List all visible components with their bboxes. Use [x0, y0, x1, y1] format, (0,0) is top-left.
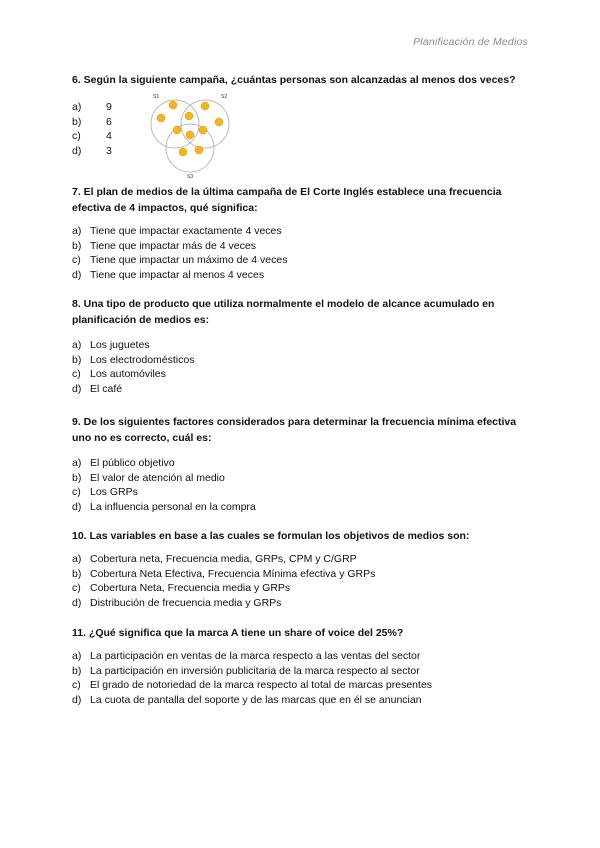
option-b: b) Los electrodomésticos [72, 353, 195, 366]
question-7 [72, 184, 532, 282]
question-11 [72, 625, 532, 707]
option-a: a) Cobertura neta, Frecuencia media, GRPs, CPM y C/GRP [72, 553, 357, 565]
question-title: 8. Una tipo de producto que utiliza normalmente el modelo de alcance acumulado en planificación de medios es: [72, 298, 495, 326]
option-c: c) Tiene que impactar un máximo de 4 veces [72, 254, 288, 267]
venn-label-s3: S3 [187, 174, 194, 180]
option-c: c) 4 [72, 130, 112, 143]
question-6 [72, 72, 532, 158]
option-d: d) La influencia personal en la compra [72, 500, 256, 513]
options-list [72, 338, 532, 396]
venn-people [157, 101, 223, 156]
person-dot [199, 126, 207, 134]
question-9 [72, 414, 532, 514]
option-c: c) Cobertura Neta, Frecuencia media y GRPs [72, 582, 291, 595]
page-header: Planificación de Medios [413, 36, 528, 48]
option-d: d) El café [72, 382, 123, 395]
person-dot [201, 102, 209, 110]
question-8 [72, 296, 532, 396]
option-c: c) Los automóviles [72, 368, 166, 381]
option-b: b) Tiene que impactar más de 4 veces [72, 239, 256, 252]
person-dot [157, 114, 165, 122]
option-b: b) Cobertura Neta Efectiva, Frecuencia Mínima efectiva y GRPs [72, 567, 376, 580]
person-dot [185, 112, 193, 120]
options-list [72, 456, 532, 514]
question-title: 6. Según la siguiente campaña, ¿cuántas personas son alcanzadas al menos dos veces? [72, 74, 516, 86]
option-d: d) 3 [72, 144, 112, 157]
options-list [72, 649, 532, 707]
option-d: d) Distribución de frecuencia media y GRPs [72, 596, 282, 609]
question-10 [72, 528, 532, 610]
options-list [72, 552, 532, 610]
option-b: b) El valor de atención al medio [72, 471, 225, 484]
option-a: a) Tiene que impactar exactamente 4 veces [72, 225, 282, 237]
option-a: a) El público objetivo [72, 457, 175, 469]
option-d: d) La cuota de pantalla del soporte y de las marcas que en él se anuncian [72, 693, 422, 706]
person-dot [169, 101, 177, 109]
person-dot [173, 126, 181, 134]
person-dot [215, 118, 223, 126]
question-title: 10. Las variables en base a las cuales se formulan los objetivos de medios son: [72, 530, 470, 542]
option-a: a) La participación en ventas de la marca respecto a las ventas del sector [72, 650, 421, 662]
option-c: c) Los GRPs [72, 486, 138, 499]
venn-label-s2: S2 [221, 94, 228, 100]
option-a: a) Los juguetes [72, 339, 150, 351]
venn-diagram [145, 90, 245, 180]
person-dot [195, 146, 203, 154]
options-list [72, 100, 532, 158]
option-a: a) 9 [72, 101, 112, 113]
option-c: c) El grado de notoriedad de la marca respecto al total de marcas presentes [72, 679, 433, 692]
options-list [72, 224, 532, 282]
option-d: d) Tiene que impactar al menos 4 veces [72, 268, 265, 281]
option-b: b) La participación en inversión publicitaria de la marca respecto al sector [72, 664, 420, 677]
question-title: 9. De los siguientes factores considerados para determinar la frecuencia mínima efectiva uno no es correcto, cuál es: [72, 416, 517, 444]
venn-label-s1: S1 [153, 94, 160, 100]
question-title: 7. El plan de medios de la última campaña de El Corte Inglés establece una frecuencia efectiva de 4 impactos, qué significa: [72, 186, 502, 214]
person-dot [179, 148, 187, 156]
option-b: b) 6 [72, 115, 112, 128]
person-dot [186, 131, 194, 139]
question-title: 11. ¿Qué significa que la marca A tiene un share of voice del 25%? [72, 627, 404, 639]
